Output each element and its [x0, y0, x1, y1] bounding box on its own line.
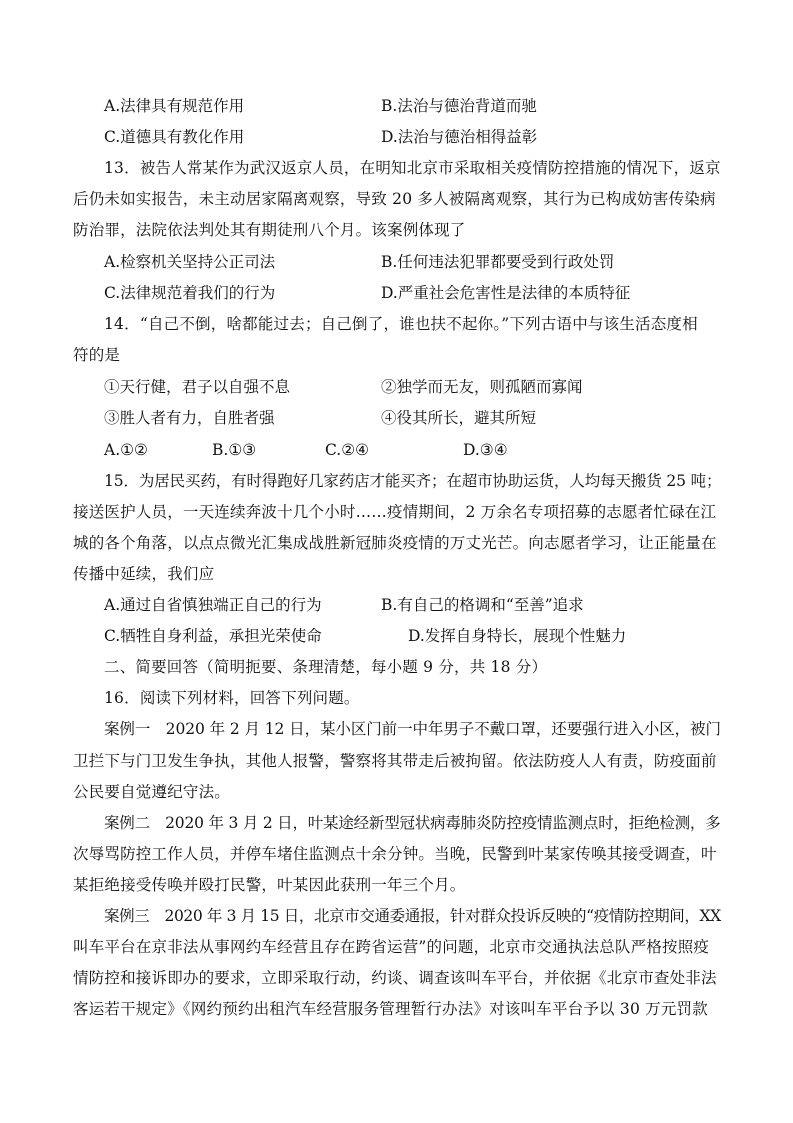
case3-line: 客运若干规定》《网约预约出租汽车经营服务管理暂行办法》对该叫车平台予以 30 万元罚款: [73, 1000, 708, 1018]
q15-option-a: A.通过自省慎独端正自己的行为: [104, 596, 322, 614]
q13-option-b: B.任何违法犯罪都要受到行政处罚: [381, 253, 615, 271]
q14-item-1: ①天行健，君子以自强不息: [104, 378, 291, 396]
q13-stem-line: 后仍未如实报告，未主动居家隔离观察，导致 20 多人被隔离观察，其行为已构成妨害传染病: [73, 190, 716, 208]
case1-line: 案例一 2020 年 2 月 12 日，某小区门前一中年男子不戴口罩，还要强行进入小区，被门: [104, 720, 721, 738]
case3-line: 案例三 2020 年 3 月 15 日，北京市交通委通报，针对群众投诉反映的“疫情防控期间，XX: [104, 907, 721, 925]
q14-option-b: B.①③: [212, 441, 257, 459]
q14-option-d: D.③④: [463, 441, 508, 459]
case2-line: 次辱骂防控工作人员，并停车堵住监测点十余分钟。当晚，民警到叶某家传唤其接受调查，叶: [73, 845, 717, 863]
q15-stem-line: 接送医护人员，一天连续奔波十几个小时……疫情期间，2 万余名专项招募的志愿者忙碌在江: [73, 503, 717, 521]
q14-option-a: A.①②: [104, 441, 148, 459]
q14-item-3: ③胜人者有力，自胜者强: [104, 409, 275, 427]
q12-option-c: C.道德具有教化作用: [104, 128, 245, 146]
case1-line: 公民要自觉遵纪守法。: [73, 783, 231, 801]
q15-option-c: C.牺牲自身利益，承担光荣使命: [104, 627, 322, 645]
q15-stem-line: 传播中延续，我们应: [73, 565, 215, 583]
q13-option-c: C.法律规范着我们的行为: [104, 284, 276, 302]
case1-line: 卫拦下与门卫发生争执，其他人报警，警察将其带走后被拘留。依法防疫人人有责，防疫面前: [73, 752, 717, 770]
section-title: 二、简要回答（简明扼要、条理清楚，每小题 9 分，共 18 分）: [104, 658, 548, 676]
q14-option-c: C.②④: [325, 441, 370, 459]
case3-line: 叫车平台在京非法从事网约车经营且存在跨省运营”的问题，北京市交通执法总队严格按照疫: [73, 938, 710, 956]
q13-option-d: D.严重社会危害性是法律的本质特征: [381, 284, 631, 302]
q14-item-2: ②独学而无友，则孤陋而寡闻: [381, 378, 583, 396]
case2-line: 某拒绝接受传唤并殴打民警，叶某因此获刑一年三个月。: [73, 876, 466, 894]
case2-line: 案例二 2020 年 3 月 2 日，叶某途经新型冠状病毒肺炎防控疫情监测点时，拒绝检测，多: [104, 814, 721, 832]
q14-stem-line: 符的是: [73, 346, 121, 364]
q15-stem-line: 15．为居民买药，有时得跑好几家药店才能买齐；在超市协助运货，人均每天搬货 25 吨；: [104, 472, 722, 490]
q13-option-a: A.检察机关坚持公正司法: [104, 253, 276, 271]
q12-option-d: D.法治与德治相得益彰: [381, 128, 538, 146]
q14-item-4: ④役其所长，避其所短: [381, 409, 537, 427]
q12-option-b: B.法治与德治背道而驰: [381, 97, 537, 115]
q14-stem-line: 14．“自己不倒，啥都能过去；自己倒了，谁也扶不起你。”下列古语中与该生活态度相: [104, 315, 698, 333]
q15-option-b: B.有自己的格调和“至善”追求: [381, 596, 584, 614]
q16-intro: 16．阅读下列材料，回答下列问题。: [104, 689, 360, 707]
case3-line: 情防控和接诉即办的要求，立即采取行动，约谈、调查该叫车平台，并依据《北京市查处非法: [73, 969, 717, 987]
q15-stem-line: 城的各个角落，以点点微光汇集成战胜新冠肺炎疫情的万丈光芒。向志愿者学习，让正能量在: [73, 534, 717, 552]
q15-option-d: D.发挥自身特长，展现个性魅力: [408, 627, 627, 645]
q12-option-a: A.法律具有规范作用: [104, 97, 245, 115]
q13-stem-line: 防治罪，法院依法判处其有期徒刑八个月。该案例体现了: [73, 221, 466, 239]
q13-stem-line: 13．被告人常某作为武汉返京人员，在明知北京市采取相关疫情防控措施的情况下，返京: [104, 159, 721, 177]
